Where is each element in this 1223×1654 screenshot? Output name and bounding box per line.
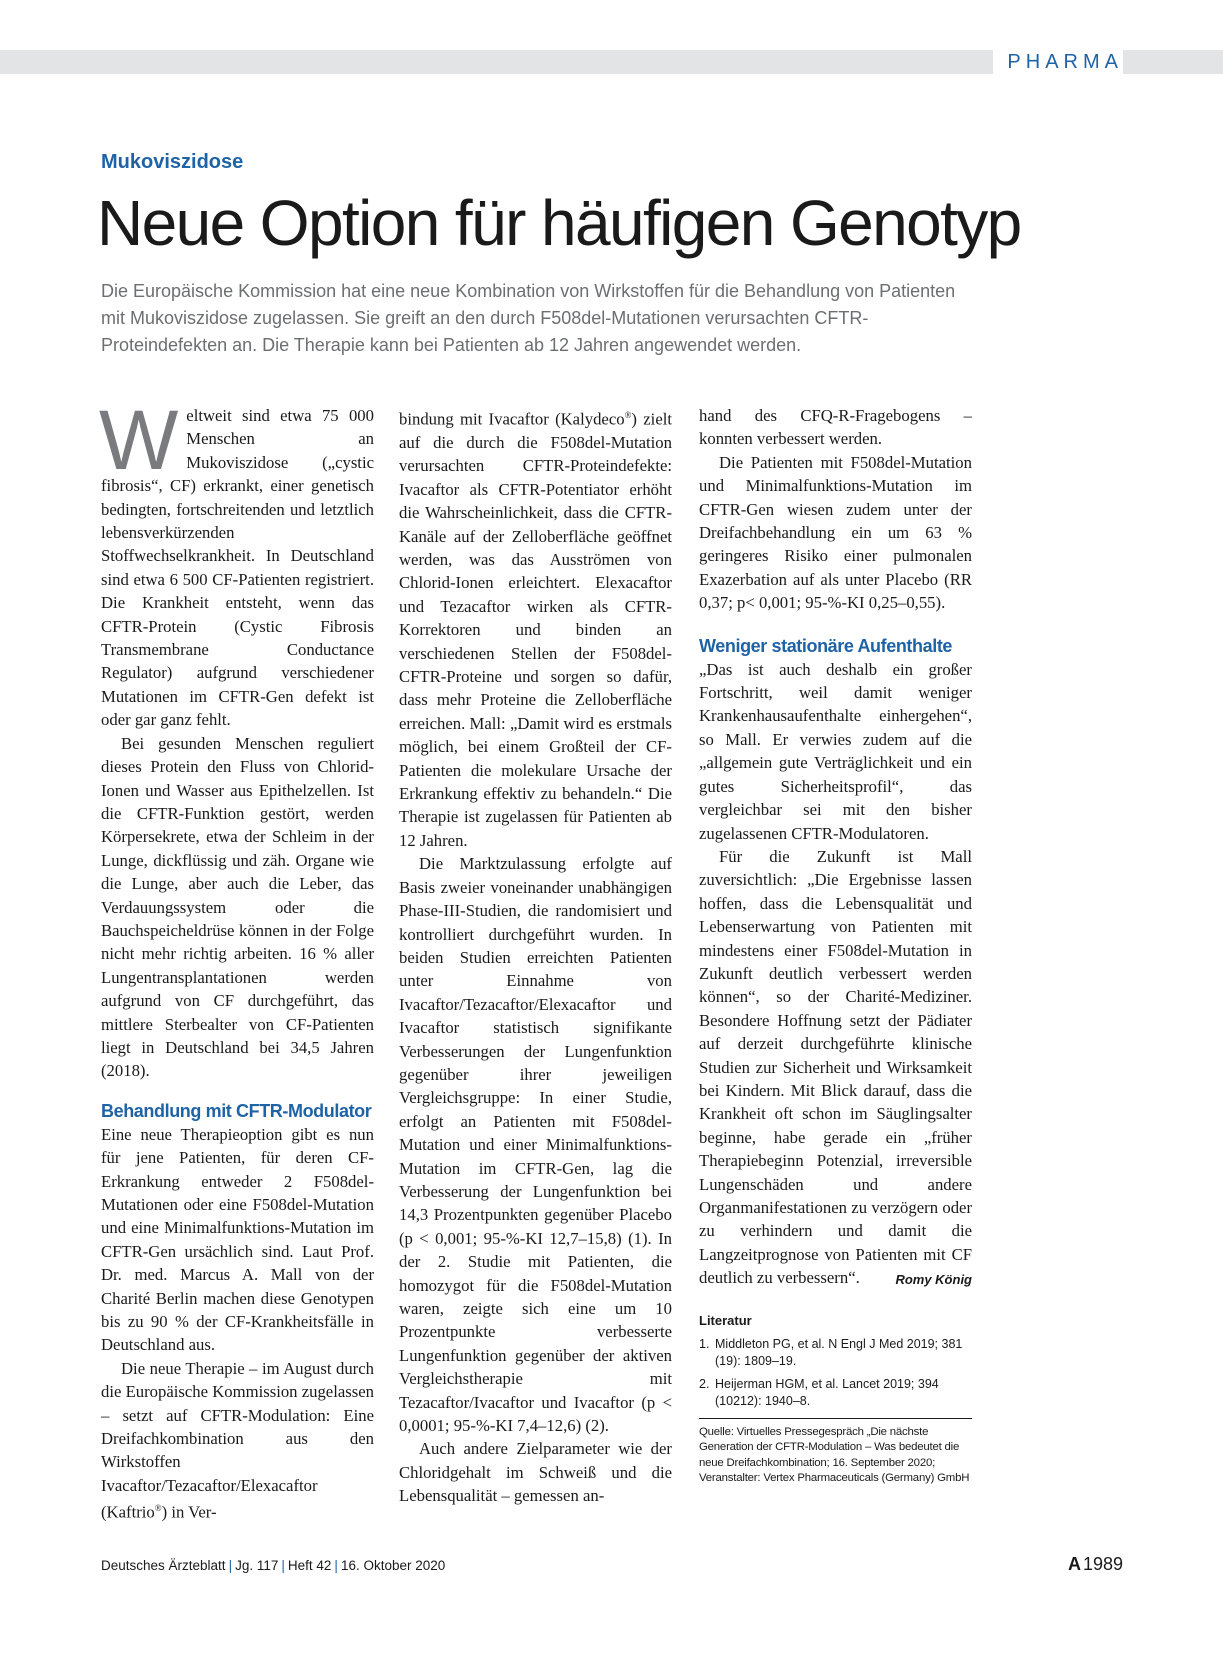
footer-separator: | (281, 1558, 285, 1573)
paragraph: „Das ist auch deshalb ein großer Fortschritt, weil damit weniger Krankenhausaufenthalte einhergehen“, so Mall. Er verwies zudem auf die „allgemein gute Verträglichkeit und ein gutes Sicherheitsprofil“, das vergleichbar sei mit den bisher zugelassenen CFTR-Modulatoren. (699, 659, 972, 843)
reference-text: Heijerman HGM, et al. Lancet 2019; 394 (10212): 1940–8. (715, 1376, 939, 1408)
paragraph-text: Die neue Therapie – im August durch die Europäische Kommission zugelassen – setzt auf CFTR-Modulation: Eine Dreifachkombination aus den Wirkstoffen Ivacaftor/Tezacaftor/Elexacaftor (Kaftrio (101, 1358, 374, 1522)
issue-date: 16. Oktober 2020 (340, 1558, 446, 1573)
author-byline: Romy König (895, 1272, 972, 1288)
registered-mark: ® (624, 410, 632, 420)
paragraph-text: ) zielt auf die durch die F508del-Mutation verursachten CFTR-Proteindefekte: Ivacaftor als CFTR-Potentiator erhöht die Wahrscheinlichkeit, dass die CFTR-Kanäle auf der Zelloberfläche geöffnet werden, was das Ausströmen von Chlorid-Ionen erleichtert. Elexacaftor und Tezacaftor wirken als CFTR-Korrektoren und binden an verschiedenen Stellen der F508del-CFTR-Proteine und sorgen so dafür, dass mehr Proteine die Zelloberfläche erreichen. Mall: „Damit wird es erstmals möglich, bei einem Großteil der CF-Patienten die molekulare Ursache der Erkrankung effektiv zu behandeln.“ Die Therapie ist zugelassen für Patienten ab 12 Jahren. (399, 409, 673, 850)
journal-volume: Jg. 117 (235, 1558, 279, 1573)
subheading: Weniger stationäre Aufenthalte (699, 635, 953, 656)
page-number-value: 1989 (1082, 1554, 1123, 1574)
article-kicker: Mukoviszidose (101, 151, 244, 173)
section-label: PHARMA (993, 50, 1123, 74)
paragraph (99, 393, 374, 732)
article-lead: Die Europäische Kommission hat eine neue Kombination von Wirkstoffen für die Behandlung von Patienten mit Mukoviszidose zugelassen. Sie greift an den durch F508del-Mutationen verursachten CFTR-Proteindefekten an. Die Therapie kann bei Patienten ab 12 Jahren angewendet werden. (101, 281, 956, 355)
article-title: Neue Option für häufigen Genotyp (97, 187, 1021, 259)
reference-item (699, 1376, 972, 1410)
reference-number: 1. (699, 1336, 710, 1351)
paragraph: Bei gesunden Menschen reguliert dieses Protein den Fluss von Chlorid-Ionen und Wasser aus Epithelzellen. Ist die CFTR-Funktion gestört, werden Körpersekrete, etwa der Schleim in der Lunge, dickflüssig und zäh. Organe wie die Lunge, aber auch die Leber, das Verdauungssystem oder die Bauchspeicheldrüse können in der Folge nicht mehr richtig arbeiten. 16 % aller Lungentransplantationen werden aufgrund von CF durchgeführt, das mittlere Sterbealter von CF-Patienten liegt in Deutschland bei 34,5 Jahren (2018). (101, 733, 374, 1081)
footer-citation (101, 1558, 445, 1573)
paragraph (699, 845, 972, 1290)
paragraph: hand des CFQ-R-Fragebogens – konnten verbessert werden. (699, 406, 972, 449)
source-note: Quelle: Virtuelles Pressegespräch „Die nächste Generation der CFTR-Modulation – Was bedeutet die neue Dreifachkombination; 16. September 2020; Veranstalter: Vertex Pharmaceuticals (Germany) GmbH (699, 1418, 972, 1487)
journal-issue: Heft 42 (287, 1558, 332, 1573)
subheading: Behandlung mit CFTR-Modulator (101, 1100, 372, 1121)
drop-cap: W (99, 393, 179, 487)
paragraph: Die Patienten mit F508del-Mutation und Minimalfunktions-Mutation im CFTR-Gen wiesen zudem unter der Dreifachbehandlung ein um 63 % geringeres Risiko einer pulmonalen Exazerbation auf als unter Placebo (RR 0,37; p< 0,001; 95-%-KI 0,25–0,55). (699, 452, 972, 613)
literature-heading: Literatur (699, 1312, 752, 1328)
paragraph-text: eltweit sind etwa 75 000 Menschen an Mukoviszidose („cystic fibrosis“, CF) erkrankt, einer genetisch bedingten, fortschreitenden und letztlich lebensverkürzenden Stoffwechselkrankheit. In Deutschland sind etwa 6 500 CF-Patienten registriert. Die Krankheit entsteht, wenn das CFTR-Protein (Cystic Fibrosis Transmembrane Conductance Regulator) aufgrund verschiedener Mutationen im CFTR-Gen defekt ist oder gar ganz fehlt. (101, 406, 374, 730)
registered-mark: ® (154, 1503, 162, 1514)
page-number (1068, 1554, 1123, 1575)
paragraph: Eine neue Therapieoption gibt es nun für jene Patienten, für deren CF-Erkrankung entweder 2 F508del-Mutationen oder eine F508del-Mutation und eine Minimalfunktions-Mutation im CFTR-Gen ursächlich sind. Laut Prof. Dr. med. Marcus A. Mall von der Charité Berlin machen diese Genotypen bis zu 90 % der CF-Krankheitsfälle in Deutschland aus. (101, 1124, 374, 1355)
reference-item (699, 1336, 972, 1370)
paragraph (101, 1357, 374, 1524)
reference-list (699, 1336, 972, 1410)
footer-separator: | (334, 1558, 338, 1573)
paragraph-text: ) in Ver- (161, 1502, 217, 1522)
journal-name: Deutsches Ärzteblatt (101, 1558, 226, 1573)
paragraph-text: Für die Zukunft ist Mall zuversichtlich: „Die Ergebnisse lassen hoffen, dass die Lebensqualität und Lebenserwartung von Patienten mit mindestens einer F508del-Mutation in Zukunft deutlich verbessert werden können“, so der Charité-Mediziner. Besondere Hoffnung setzt der Pädiater auf derzeit durchgeführte klinische Studien zur Sicherheit und Wirksamkeit bei Kindern. Mit Blick darauf, dass die Krankheit oft schon im Säuglingsalter beginne, habe gerade ein „früher Therapiebeginn Potenzial, irreversible Lungenschäden und andere Organmanifestationen zu verzögern oder zu verhindern und damit die Langzeitprognose von Patienten mit CF deutlich zu verbessern“. (699, 846, 972, 1288)
paragraph-text: bindung mit Ivacaftor (Kalydeco (399, 409, 625, 429)
paragraph: Auch andere Zielparameter wie der Chloridgehalt im Schweiß und die Lebensqualität – gemessen an- (399, 1439, 672, 1506)
reference-number: 2. (699, 1376, 710, 1391)
reference-text: Middleton PG, et al. N Engl J Med 2019; 381 (19): 1809–19. (715, 1336, 963, 1368)
paragraph: Die Marktzulassung erfolgte auf Basis zweier voneinander unabhängigen Phase-III-Studien, die randomisiert und kontrolliert durchgeführt wurden. In beiden Studien erreichten Patienten unter Einnahme von Ivacaftor/Tezacaftor/Elexacaftor und Ivacaftor statistisch signifikante Verbesserungen der Lungenfunktion gegenüber ihrer jeweiligen Vergleichsgruppe: In einer Studie, erfolgt an Patienten mit F508del-Mutation und einer Minimalfunktions-Mutation im CFTR-Gen, lag die Verbesserung der Lungenfunktion bei 14,3 Prozentpunkten gegenüber Placebo (p < 0,001; 95-%-KI 12,7–15,8) (1). In der 2. Studie mit Patienten, die homozygot für die F508del-Mutation waren, zeigte sich eine um 10 Prozentpunkte verbesserte Lungenfunktion gegenüber der aktiven Vergleichstherapie mit Tezacaftor/Ivacaftor und Ivacaftor (p < 0,0001; 95-%-KI 7,4–12,6) (2). (399, 854, 672, 1436)
footer-separator: | (228, 1558, 233, 1573)
article-column-2 (399, 404, 672, 1508)
paragraph (399, 404, 672, 852)
page-prefix: A (1067, 1554, 1081, 1574)
article-column-3 (699, 404, 972, 1487)
article-column-1 (99, 393, 374, 1524)
